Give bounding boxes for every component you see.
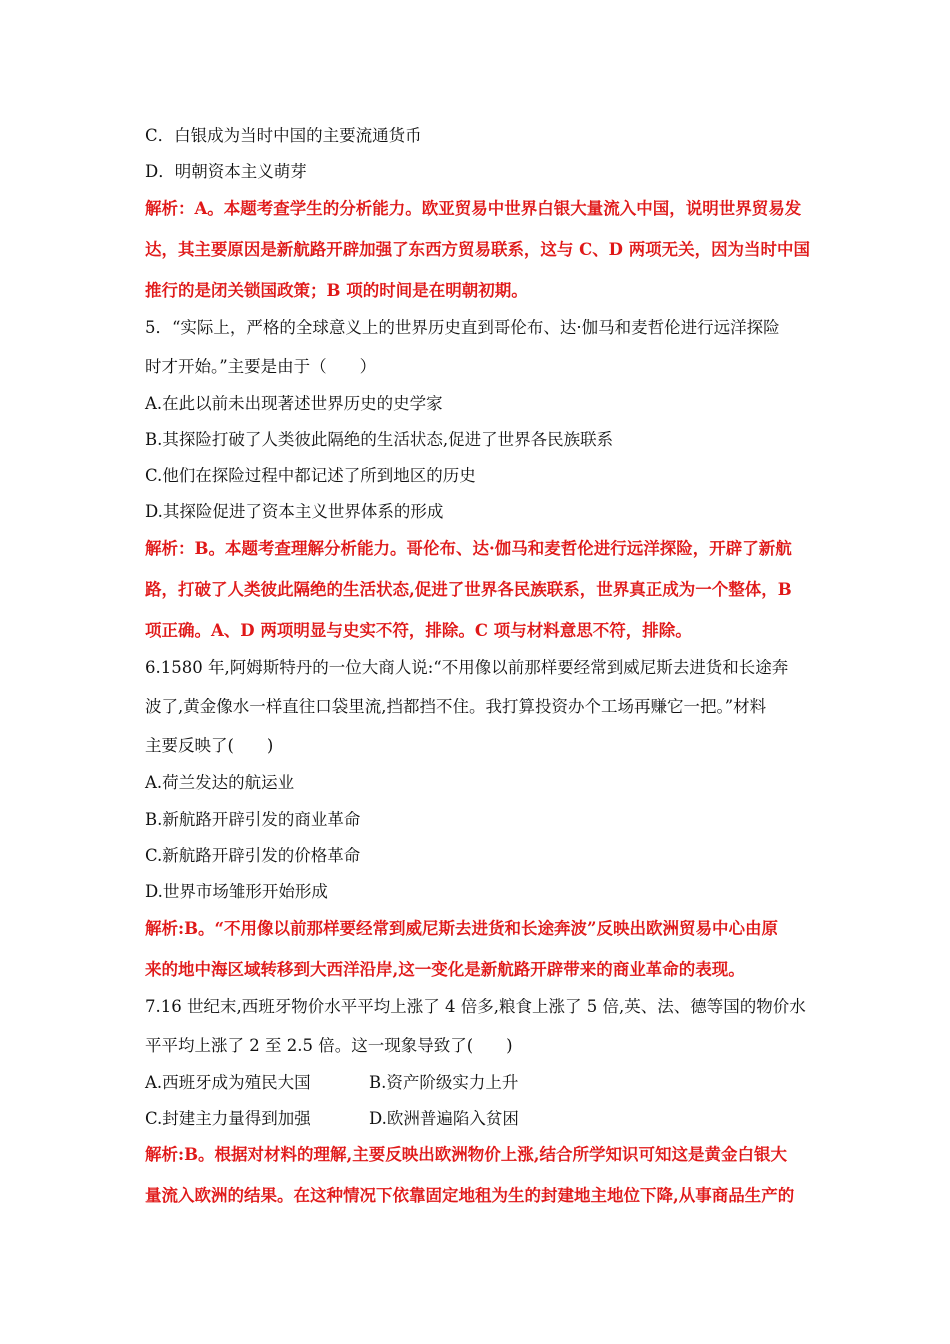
answer-q5-line-2: 路，打破了人类彼此隔绝的生活状态,促进了世界各民族联系，世界真正成为一个整体，B (145, 580, 792, 599)
answer-q5-line-1: 解析：B。本题考查理解分析能力。哥伦布、达·伽马和麦哲伦进行远洋探险，开辟了新航 (145, 539, 792, 558)
option-c-q6: C.新航路开辟引发的价格革命 (145, 846, 361, 865)
answer-q4-line-2: 达，其主要原因是新航路开辟加强了东西方贸易联系，这与 C、D 两项无关，因为当时中国 (145, 240, 810, 259)
option-d-q6: D.世界市场雏形开始形成 (145, 882, 328, 901)
option-b-q5: B.其探险打破了人类彼此隔绝的生活状态,促进了世界各民族联系 (145, 430, 614, 449)
question-6-line-2: 波了,黄金像水一样直往口袋里流,挡都挡不住。我打算投资办个工场再赚它一把。”材料 (145, 697, 767, 716)
option-a-q5: A.在此以前未出现著述世界历史的史学家 (145, 394, 443, 413)
option-c-q5: C.他们在探险过程中都记述了所到地区的历史 (145, 466, 476, 485)
option-c-q4: C．白银成为当时中国的主要流通货币 (145, 126, 422, 145)
answer-q4-line-3: 推行的是闭关锁国政策；B 项的时间是在明朝初期。 (145, 281, 528, 300)
answer-q7-line-1: 解析:B。根据对材料的理解,主要反映出欧洲物价上涨,结合所学知识可知这是黄金白银大 (145, 1145, 788, 1164)
answer-q6-line-1: 解析:B。“不用像以前那样要经常到威尼斯去进货和长途奔波”反映出欧洲贸易中心由原 (145, 919, 779, 938)
option-b-q6: B.新航路开辟引发的商业革命 (145, 810, 361, 829)
option-d-q7: D.欧洲普遍陷入贫困 (369, 1109, 519, 1128)
question-5-line-1: 5．“实际上，严格的全球意义上的世界历史直到哥伦布、达·伽马和麦哲伦进行远洋探险 (145, 318, 780, 337)
option-d-q4: D．明朝资本主义萌芽 (145, 162, 307, 181)
question-6-line-1: 6.1580 年,阿姆斯特丹的一位大商人说:“不用像以前那样要经常到威尼斯去进货和长途奔 (145, 658, 789, 677)
option-b-q7: B.资产阶级实力上升 (369, 1073, 519, 1092)
answer-q7-line-2: 量流入欧洲的结果。在这种情况下依靠固定地租为生的封建地主地位下降,从事商品生产的 (145, 1186, 795, 1205)
option-c-q7: C.封建主力量得到加强 (145, 1109, 311, 1128)
option-a-q6: A.荷兰发达的航运业 (145, 773, 295, 792)
option-a-q7: A.西班牙成为殖民大国 (145, 1073, 311, 1092)
question-7-line-1: 7.16 世纪末,西班牙物价水平平均上涨了 4 倍多,粮食上涨了 5 倍,英、法、德等国的物价水 (145, 997, 806, 1016)
answer-q4-line-1: 解析：A。本题考查学生的分析能力。欧亚贸易中世界白银大量流入中国，说明世界贸易发 (145, 199, 802, 218)
question-5-line-2: 时才开始。”主要是由于（ ） (145, 357, 377, 376)
option-d-q5: D.其探险促进了资本主义世界体系的形成 (145, 502, 444, 521)
answer-q5-line-3: 项正确。A、D 两项明显与史实不符，排除。C 项与材料意思不符，排除。 (145, 621, 692, 640)
answer-q6-line-2: 来的地中海区域转移到大西洋沿岸,这一变化是新航路开辟带来的商业革命的表现。 (145, 960, 745, 979)
question-6-line-3: 主要反映了( ) (145, 736, 274, 755)
question-7-line-2: 平平均上涨了 2 至 2.5 倍。这一现象导致了( ) (145, 1036, 513, 1055)
